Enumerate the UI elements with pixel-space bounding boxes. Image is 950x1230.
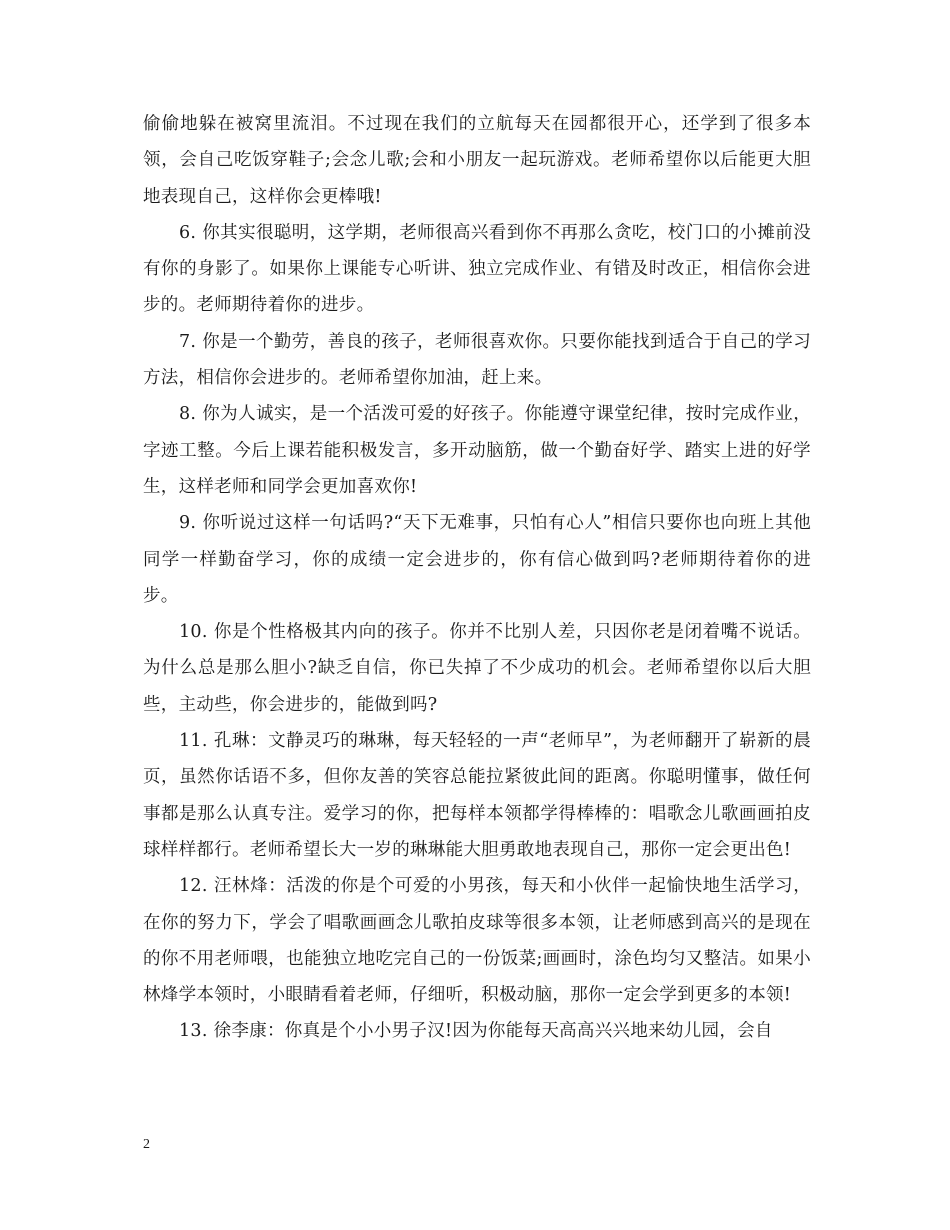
paragraph-item-13: 13. 徐李康：你真是个小小男子汉!因为你能每天高高兴兴地来幼儿园，会自 xyxy=(179,1021,773,1042)
paragraph-item-10: 10. 你是个性格极其内向的孩子。你并不比别人差，只因你老是闭着嘴不说话。为什么总是那么胆小?缺乏自信，你已失掉了不少成功的机会。老师希望你以后大胆些，主动些，你会进步的，能做到吗? xyxy=(143,622,811,715)
paragraph-item-8: 8. 你为人诚实，是一个活泼可爱的好孩子。你能遵守课堂纪律，按时完成作业，字迹工整。今后上课若能积极发言，多开动脑筋，做一个勤奋好学、踏实上进的好学生，这样老师和同学会更加喜欢你! xyxy=(143,404,811,497)
paragraph-item-11: 11. 孔琳：文静灵巧的琳琳，每天轻轻的一声“老师早”，为老师翻开了崭新的晨页，虽然你话语不多，但你友善的笑容总能拉紧彼此间的距离。你聪明懂事，做任何事都是那么认真专注。爱学习的你，把每样本领都学得棒棒的：唱歌念儿歌画画拍皮球样样都行。老师希望长大一岁的琳琳能大胆勇敢地表现自己，那你一定会更出色! xyxy=(143,731,811,860)
paragraph-item-12: 12. 汪林烽：活泼的你是个可爱的小男孩，每天和小伙伴一起愉快地生活学习，在你的努力下，学会了唱歌画画念儿歌拍皮球等很多本领，让老师感到高兴的是现在的你不用老师喂，也能独立地吃完自己的一份饭菜;画画时，涂色均匀又整洁。如果小林烽学本领时，小眼睛看着老师，仔细听，积极动脑，那你一定会学到更多的本领! xyxy=(143,876,811,1006)
page-number: 2 xyxy=(143,1137,150,1152)
paragraph-item-7: 7. 你是一个勤劳，善良的孩子，老师很喜欢你。只要你能找到适合于自己的学习方法，相信你会进步的。老师希望你加油，赶上来。 xyxy=(143,331,811,389)
paragraph-item-6: 6. 你其实很聪明，这学期，老师很高兴看到你不再那么贪吃，校门口的小摊前没有你的身影了。如果你上课能专心听讲、独立完成作业、有错及时改正，相信你会进步的。老师期待着你的进步。 xyxy=(143,222,811,316)
paragraph-item-9: 9. 你听说过这样一句话吗?“天下无难事，只怕有心人”相信只要你也向班上其他同学一样勤奋学习，你的成绩一定会进步的，你有信心做到吗?老师期待着你的进步。 xyxy=(143,513,811,606)
paragraph-continuation: 偷偷地躲在被窝里流泪。不过现在我们的立航每天在园都很开心，还学到了很多本领，会自己吃饭穿鞋子;会念儿歌;会和小朋友一起玩游戏。老师希望你以后能更大胆地表现自己，这样你会更棒哦! xyxy=(143,114,811,207)
document-body xyxy=(143,106,811,1050)
